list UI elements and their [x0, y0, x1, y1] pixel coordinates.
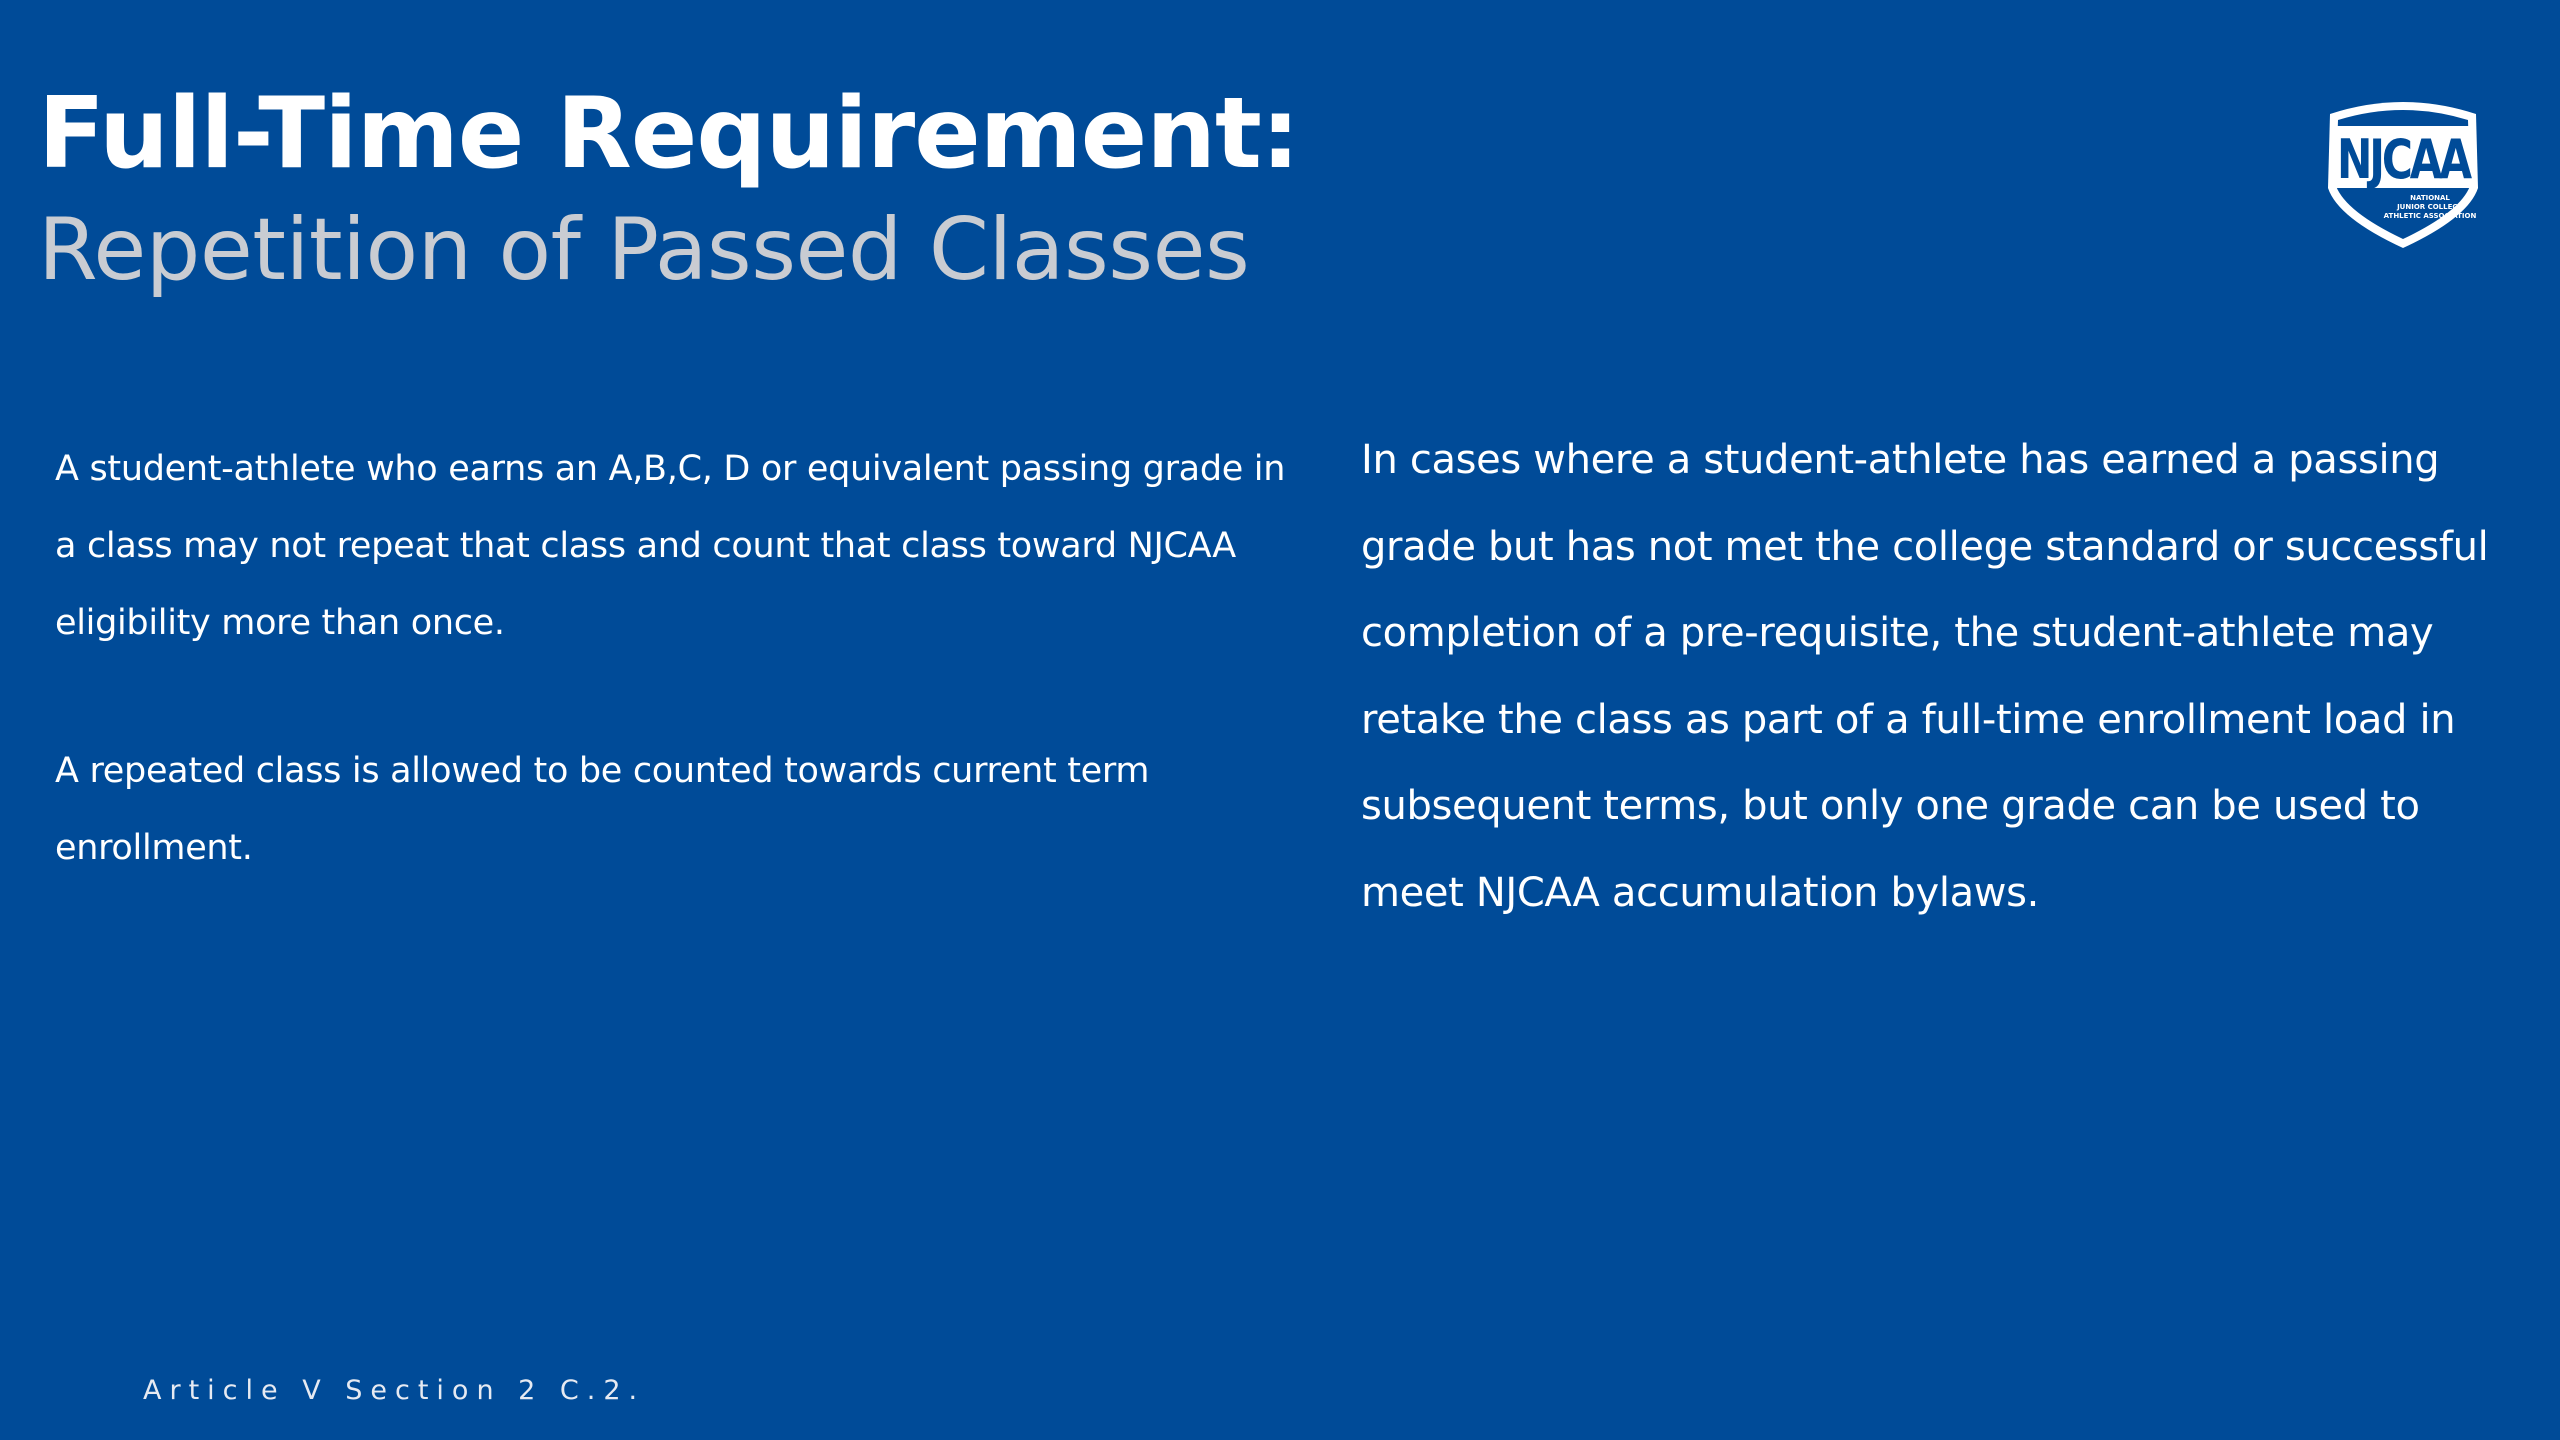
slide-subtitle: Repetition of Passed Classes	[38, 200, 1250, 300]
footer-citation: Article V Section 2 C.2.	[143, 1375, 646, 1406]
njcaa-logo-icon	[2318, 92, 2488, 252]
svg-text:JUNIOR COLLEGE: JUNIOR COLLEGE	[2397, 203, 2463, 211]
svg-text:ATHLETIC ASSOCIATION: ATHLETIC ASSOCIATION	[2383, 212, 2477, 220]
right-column	[1361, 417, 2491, 936]
left-paragraph-1: A student-athlete who earns an A,B,C, D or equivalent passing grade in a class may not repeat that class and count that class toward NJCAA eligibility more than once.	[55, 449, 1286, 643]
left-column	[55, 431, 1305, 887]
svg-text:NATIONAL: NATIONAL	[2410, 194, 2450, 202]
svg-text:NJCAA: NJCAA	[2337, 128, 2473, 191]
slide-title: Full-Time Requirement:	[38, 77, 1300, 191]
left-paragraph-2: A repeated class is allowed to be counted towards current term enrollment.	[55, 751, 1150, 868]
right-paragraph: In cases where a student-athlete has earned a passing grade but has not met the college standard or successful completion of a pre-requisite, the student-athlete may retake the class as part of a full-time enrollment load in subsequent terms, but only one grade can be used to meet NJCAA accumulation bylaws.	[1361, 437, 2489, 916]
njcaa-shield-icon	[2318, 92, 2488, 252]
